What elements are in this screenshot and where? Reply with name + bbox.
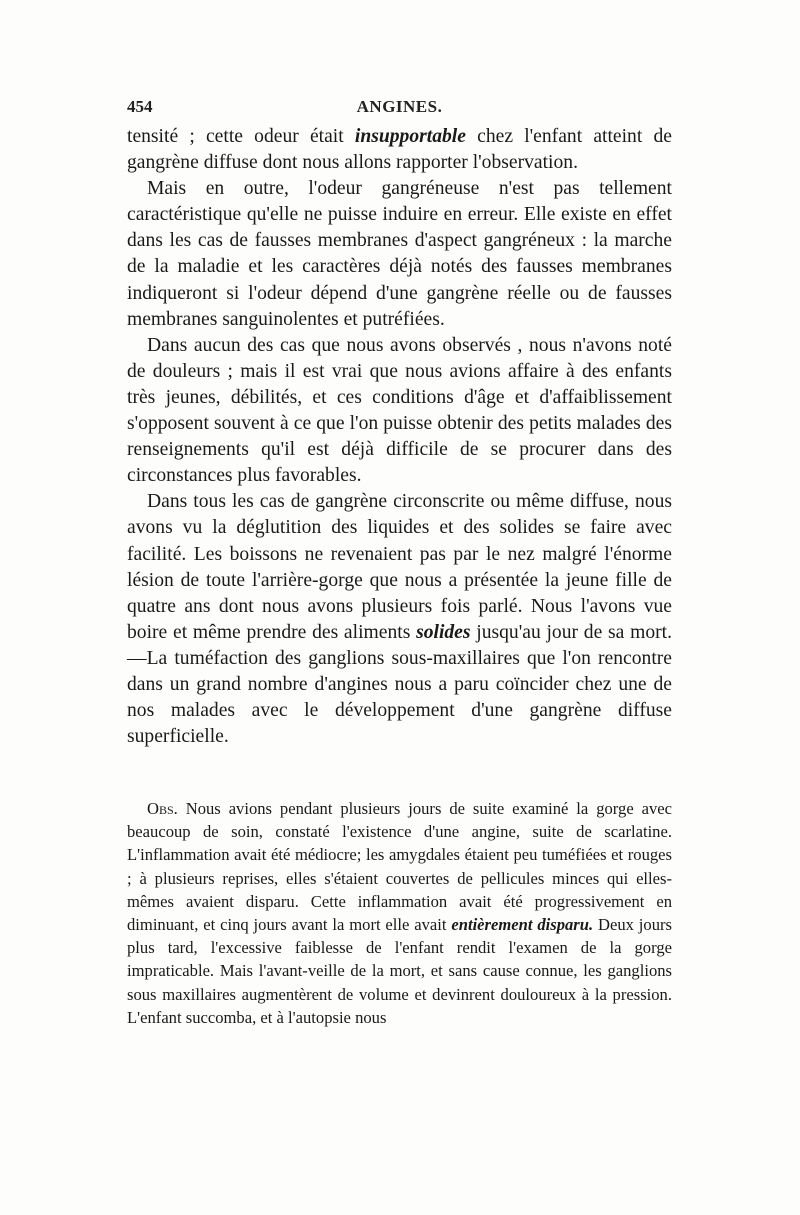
main-text (127, 124, 672, 750)
emphasis-entierement-disparu: entièrement disparu. (451, 915, 594, 935)
page-number: 454 (127, 97, 153, 116)
observation-label: Obs. (147, 799, 178, 818)
paragraph-4-text-b: jusqu'au jour de sa mort.—La tuméfaction des ganglions sous-maxillaires que l'on rencontre dans un grand nombre d'angines nous a paru coïncider chez une de nos malades avec le développement d'une gangrène diffuse superficielle. (127, 621, 672, 748)
page-header (127, 97, 672, 121)
paragraph-2: Mais en outre, l'odeur gangréneuse n'est pas tellement caractéristique qu'elle ne puisse induire en erreur. Elle existe en effet dans les cas de fausses membranes d'aspect gangréneux : la marche de la maladie et les caractères déjà notés des fausses membranes indiqueront si l'odeur dépend d'une gangrène réelle ou de fausses membranes sanguinolentes et putréfiées. (127, 178, 672, 330)
paragraph-1-text-b: chez l'enfant atteint de gangrène diffuse dont nous allons rapporter l'observation. (127, 126, 672, 174)
observation-paragraph (127, 797, 672, 1029)
paragraph-4 (127, 489, 672, 750)
observation-text-b: Deux jours plus tard, l'excessive faiblesse de l'enfant rendit l'examen de la gorge impraticable. Mais l'avant-veille de la mort, et sans cause connue, les ganglions sous maxillaires augmentèrent de volume et devinrent douloureux à la pression. L'enfant succomba, et à l'autopsie nous (127, 915, 672, 1027)
running-title: ANGINES. (356, 97, 443, 116)
paragraph-3: Dans aucun des cas que nous avons observés , nous n'avons noté de douleurs ; mais il est vrai que nous avions affaire à des enfants très jeunes, débilités, et ces conditions d'âge et d'affaiblissement s'opposent souvent à ce que l'on puisse obtenir des petits malades des renseignements qu'il est déjà difficile de se procurer dans des circonstances plus favorables. (127, 334, 672, 487)
emphasis-insupportable: insupportable (354, 126, 466, 147)
emphasis-solides: solides (416, 621, 471, 643)
paragraph-1-text-a: tensité ; cette odeur était (127, 126, 355, 147)
paragraph-1 (127, 124, 672, 176)
observation-block (127, 797, 672, 1029)
observation-text-a: Nous avions pendant plusieurs jours de suite examiné la gorge avec beaucoup de soin, constaté l'existence d'une angine, suite de scarlatine. L'inflammation avait été médiocre; les amygdales étaient peu tuméfiées et rouges ; à plusieurs reprises, elles s'étaient couvertes de pellicules minces qui elles-mêmes avaient disparu. Cette inflammation avait été progressivement en diminuant, et cinq jours avant la mort elle avait (127, 799, 672, 935)
paragraph-4-text-a: Dans tous les cas de gangrène circonscrite ou même diffuse, nous avons vu la déglutition des liquides et des solides se faire avec facilité. Les boissons ne revenaient pas par le nez malgré l'énorme lésion de toute l'arrière-gorge que nous a présentée la jeune fille de quatre ans dont nous avons plusieurs fois parlé. Nous l'avons vue boire et même prendre des aliments (127, 491, 672, 643)
